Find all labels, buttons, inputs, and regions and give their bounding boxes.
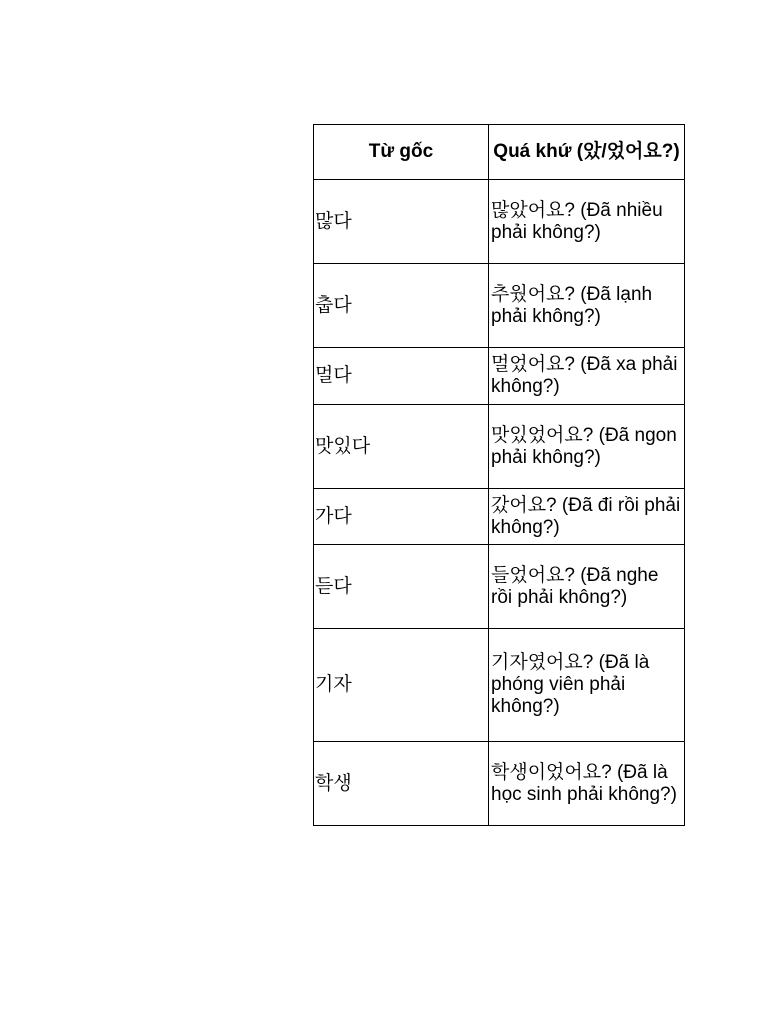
past-form-cell: 맛있었어요? (Đã ngon phải không?) [489,405,685,489]
root-word-cell: 듣다 [314,545,489,629]
table-row [314,629,685,742]
table-row [314,405,685,489]
header-past-tense: Quá khứ (았/었어요?) [489,125,685,180]
root-word-cell: 춥다 [314,264,489,348]
past-form-cell: 멀었어요? (Đã xa phải không?) [489,348,685,405]
table-row [314,348,685,405]
past-form-cell: 추웠어요? (Đã lạnh phải không?) [489,264,685,348]
table-row [314,264,685,348]
conjugation-table [313,124,685,826]
table-row [314,489,685,545]
past-form-cell: 갔어요? (Đã đi rồi phải không?) [489,489,685,545]
root-word-cell: 가다 [314,489,489,545]
past-form-cell: 학생이었어요? (Đã là học sinh phải không?) [489,742,685,826]
header-root-word: Từ gốc [314,125,489,180]
past-form-cell: 기자였어요? (Đã là phóng viên phải không?) [489,629,685,742]
root-word-cell: 기자 [314,629,489,742]
root-word-cell: 맛있다 [314,405,489,489]
table-header-row [314,125,685,180]
root-word-cell: 많다 [314,180,489,264]
table-row [314,742,685,826]
table-row [314,545,685,629]
past-form-cell: 많았어요? (Đã nhiều phải không?) [489,180,685,264]
root-word-cell: 멀다 [314,348,489,405]
root-word-cell: 학생 [314,742,489,826]
table-row [314,180,685,264]
past-form-cell: 들었어요? (Đã nghe rồi phải không?) [489,545,685,629]
